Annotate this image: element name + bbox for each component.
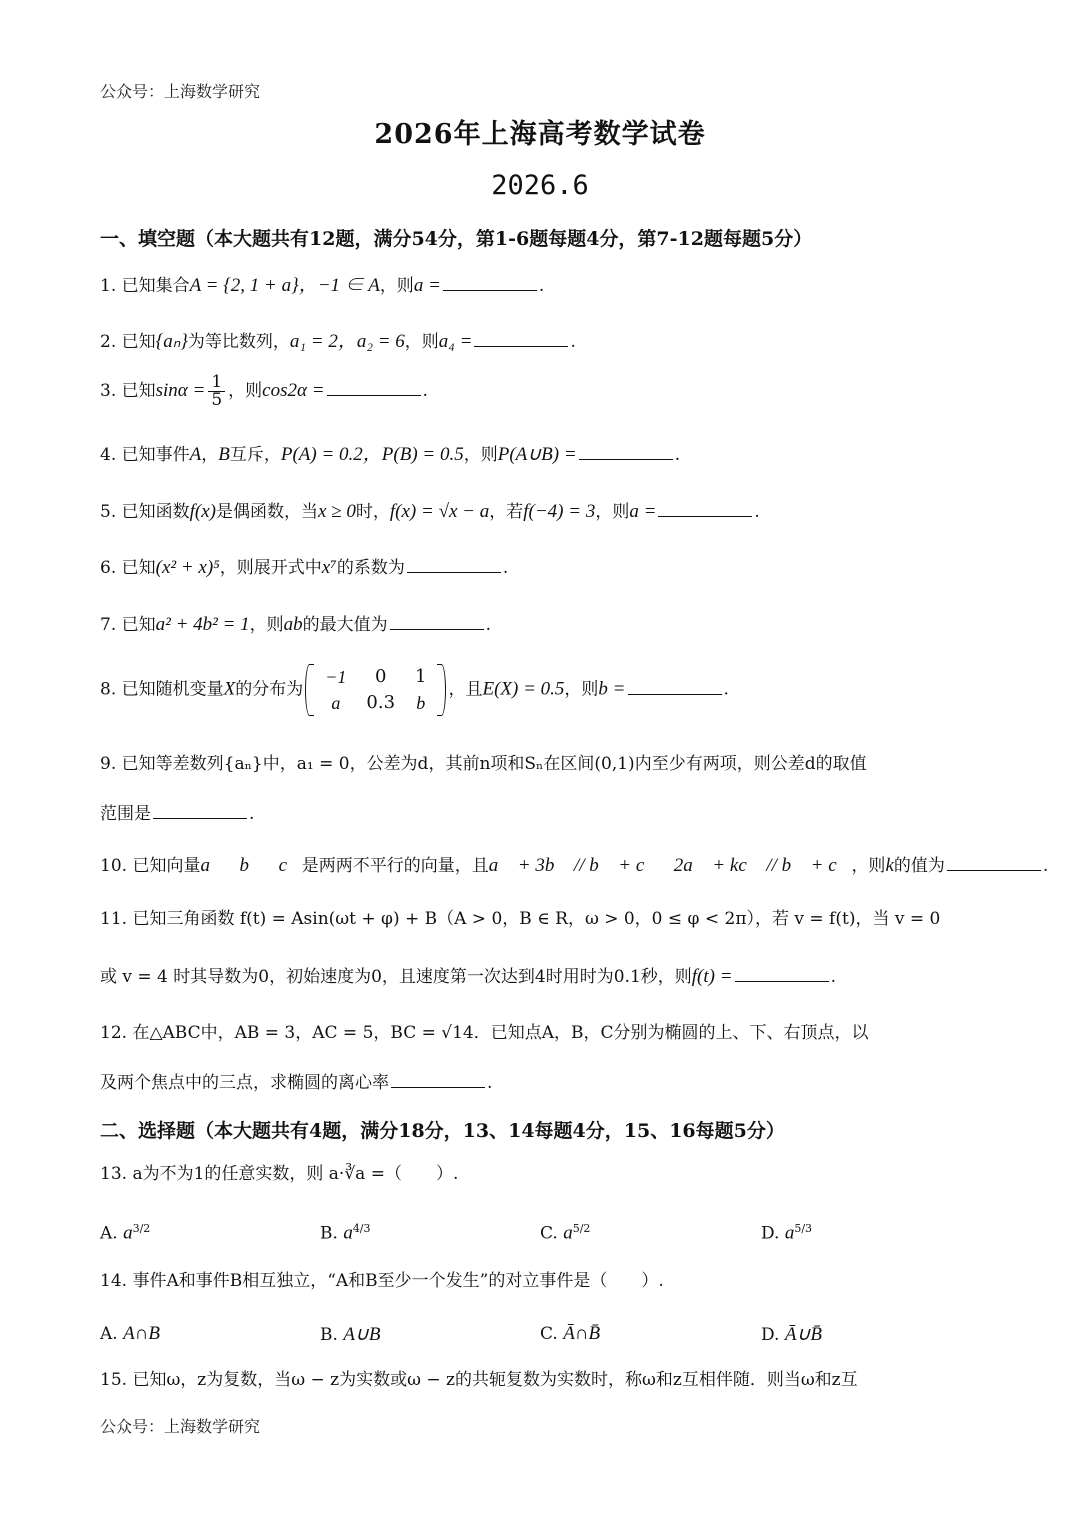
question-13-stem: 13. a为不为1的任意实数，则 a·∛a =（ ）.	[100, 1164, 459, 1184]
q13-option-a: A. $a^{3/2}$	[100, 1222, 151, 1244]
question-3: 3. 已知sinα = $\frac{1}{5}$ ，则cos2α = .	[100, 372, 428, 410]
question-7: 7. 已知a² + 4b² = 1，则ab的最大值为 .	[100, 614, 492, 635]
answer-blank	[735, 980, 829, 982]
answer-blank	[443, 289, 537, 291]
question-11-line-1: 11. 已知三角函数 f(t) = Asin(ωt + φ) + B（A > 0，B ∈ R，ω > 0，0 ≤ φ < 2π），若 v = f(t)，当 v = 0	[100, 909, 941, 929]
question-2: 2. 已知{aₙ}为等比数列，a₁ = 2，a₂ = 6，则a₄ = .	[100, 331, 576, 352]
question-12-line-2: 及两个焦点中的三点，求椭圆的离心率 .	[100, 1073, 493, 1093]
answer-blank	[579, 458, 673, 460]
question-8: 8. 已知随机变量X的分布为 −1 0 1 a 0.3 b ，且E(X) = 0.5，则b = .	[100, 664, 729, 716]
section-multiple-choice: 二、选择题（本大题共有4题，满分18分，13、14每题4分，15、16每题5分）	[100, 1120, 785, 1142]
fraction: $\frac{1}{5}$	[208, 374, 225, 409]
q14-option-b: B. A∪B	[320, 1324, 381, 1345]
answer-blank	[391, 1086, 485, 1088]
header-text: 公众号：上海数学研究	[100, 82, 261, 101]
exam-title: 2026年上海高考数学试卷	[374, 119, 706, 150]
question-4: 4. 已知事件A，B互斥，P(A) = 0.2，P(B) = 0.5，则P(A∪B) = .	[100, 444, 681, 465]
answer-blank	[628, 693, 722, 695]
question-15-line-1: 15. 已知ω，z为复数，当ω − z为实数或ω − z的共轭复数为实数时，称ω和z互相伴随．则当ω和z互	[100, 1370, 858, 1390]
q14-option-a: A. A∩B	[100, 1323, 161, 1344]
question-9-line-1: 9. 已知等差数列{aₙ}中，a₁ = 0，公差为d，其前n项和Sₙ在区间(0,1)内至少有两项，则公差d的取值	[100, 754, 867, 774]
question-6: 6. 已知(x² + x)⁵，则展开式中x⁷的系数为 .	[100, 557, 509, 578]
question-11-line-2: 或 v = 4 时其导数为0，初始速度为0，且速度第一次达到4时用时为0.1秒，则f(t) = .	[100, 966, 836, 987]
q13-option-d: D. $a^{5/3}$	[761, 1222, 813, 1244]
question-1: 1. 已知集合A = {2, 1 + a}，−1 ∈ A，则a = .	[100, 275, 545, 296]
q13-option-c: C. $a^{5/2}$	[540, 1222, 591, 1244]
answer-blank	[153, 817, 247, 819]
question-12-line-1: 12. 在△ABC中，AB = 3，AC = 5，BC = √14．已知点A，B，C分别为椭圆的上、下、右顶点，以	[100, 1023, 869, 1043]
q14-option-d: D. Ā∪B̄	[761, 1324, 822, 1345]
q13-option-b: B. $a^{4/3}$	[320, 1222, 371, 1244]
answer-blank	[390, 628, 484, 630]
answer-blank	[474, 345, 568, 347]
answer-blank	[947, 869, 1041, 871]
question-10: 10. 已知向量a⃗，b⃗，c⃗是两两不平行的向量，且a⃗ + 3b⃗ // b⃗ + c⃗，2a⃗ + kc⃗ // b⃗ + c⃗，则k的值为 .	[100, 855, 1049, 876]
question-14-stem: 14. 事件A和事件B相互独立，“A和B至少一个发生”的对立事件是（ ）.	[100, 1271, 664, 1291]
footer-text: 公众号：上海数学研究	[100, 1417, 261, 1436]
section-fill-in: 一、填空题（本大题共有12题，满分54分，第1-6题每题4分，第7-12题每题5分）	[100, 228, 813, 250]
distribution-matrix: −1 0 1 a 0.3 b	[305, 664, 446, 716]
q14-option-c: C. Ā∩B̄	[540, 1323, 601, 1344]
answer-blank	[658, 515, 752, 517]
answer-blank	[407, 571, 501, 573]
exam-date: 2026.6	[491, 170, 589, 201]
question-5: 5. 已知函数f(x)是偶函数，当x ≥ 0时，f(x) = √x − a，若f(−4) = 3，则a = .	[100, 501, 760, 522]
answer-blank	[327, 394, 421, 396]
question-9-line-2: 范围是 .	[100, 804, 255, 824]
